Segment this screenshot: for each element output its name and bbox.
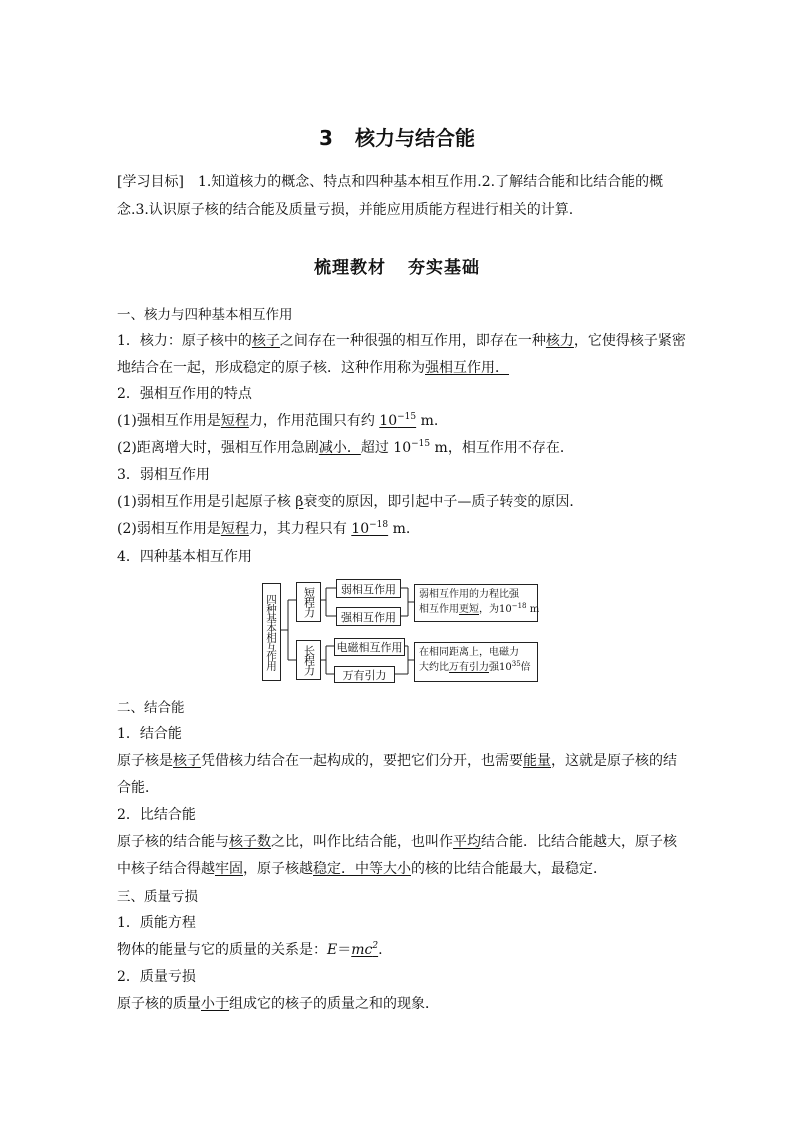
diagram-short-range-box: 短程力 xyxy=(296,582,321,622)
part1-item2-p2: (2)距离增大时，强相互作用急剧减小．超过 $10^{-15}$ m，相互作用不存在． xyxy=(117,439,574,456)
part1-item2-heading: 2．强相互作用的特点 xyxy=(117,386,252,402)
part3-heading: 三、质量亏损 xyxy=(117,889,198,905)
diagram-em-box: 电磁相互作用 xyxy=(334,638,405,656)
part2-item2-line1: 原子核的结合能与核子数之比，叫作比结合能，也叫作平均结合能．比结合能越大，原子核 xyxy=(117,834,677,850)
part1-item1-line2: 地结合在一起，形成稳定的原子核．这种作用称为强相互作用． xyxy=(117,360,509,376)
section-heading: 梳理教材 夯实基础 xyxy=(314,258,480,278)
part1-item3-p1: (1)弱相互作用是引起原子核 β衰变的原因，即引起中子—质子转变的原因． xyxy=(117,494,584,510)
part3-item2-line: 原子核的质量小于组成它的核子的质量之和的现象． xyxy=(117,996,439,1012)
diagram-weak-box: 弱相互作用 xyxy=(336,579,401,598)
diagram-strong-box: 强相互作用 xyxy=(336,607,401,626)
diagram-long-range-box: 长程力 xyxy=(296,640,321,680)
objectives-line-2: 念.3.认识原子核的结合能及质量亏损，并能应用质能方程进行相关的计算. xyxy=(117,202,574,218)
part1-heading: 一、核力与四种基本相互作用 xyxy=(117,307,293,323)
part1-item1-line1: 1．核力：原子核中的核子之间存在一种很强的相互作用，即存在一种核力，它使得核子紧密 xyxy=(117,333,686,349)
diagram-note-weak: 弱相互作用的力程比强 相互作用更短，为$10^{-18}$ m xyxy=(414,584,538,622)
objectives-tag: [学习目标] xyxy=(117,174,184,190)
objectives-line-1: [学习目标] 1.知道核力的概念、特点和四种基本相互作用.2.了解结合能和比结合能的概 xyxy=(117,174,664,190)
part2-item1-heading: 1．结合能 xyxy=(117,726,182,742)
part1-item3-p2: (2)弱相互作用是短程力，其力程只有 $10^{-18}$ m. xyxy=(117,520,411,537)
title-number: 3 xyxy=(319,126,333,150)
part3-item2-heading: 2．质量亏损 xyxy=(117,969,196,985)
diagram-root-box: 四种基本相互作用 xyxy=(262,583,281,681)
part1-item4-heading: 4．四种基本相互作用 xyxy=(117,549,252,565)
diagram-grav-box: 万有引力 xyxy=(334,666,395,683)
part2-item1-line1: 原子核是核子凭借核力结合在一起构成的，要把它们分开，也需要能量，这就是原子核的结 xyxy=(117,753,677,769)
part1-item2-p1: (1)强相互作用是短程力，作用范围只有约 $10^{-15}$ m. xyxy=(117,412,439,429)
title-text: 核力与结合能 xyxy=(354,126,475,150)
interaction-diagram xyxy=(262,578,538,682)
part2-item1-line2: 合能． xyxy=(117,780,159,796)
part3-item1-line: 物体的能量与它的质量的关系是：$E=mc^2$. xyxy=(117,941,383,958)
diagram-note-em: 在相同距离上，电磁力 大约比万有引力强$10^{35}$倍 xyxy=(414,642,538,682)
part3-item1-heading: 1．质能方程 xyxy=(117,915,196,931)
part2-heading: 二、结合能 xyxy=(117,700,185,716)
part1-item3-heading: 3．弱相互作用 xyxy=(117,467,210,483)
part2-item2-heading: 2．比结合能 xyxy=(117,807,196,823)
part2-item2-line2: 中核子结合得越牢固，原子核越稳定．中等大小的核的比结合能最大，最稳定． xyxy=(117,861,607,877)
page-title xyxy=(0,122,794,151)
